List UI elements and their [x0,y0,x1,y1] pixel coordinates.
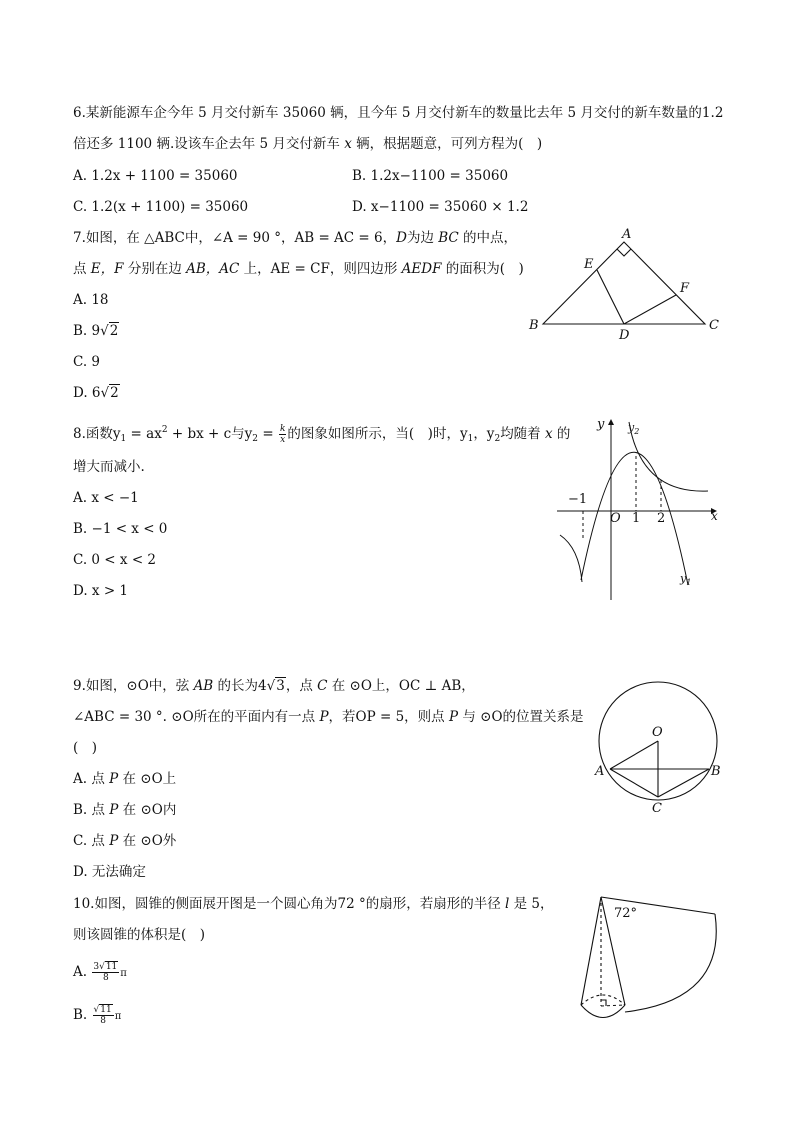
label-a: A [622,227,632,242]
q7-stem-line1: 7.如图，在 △ABC中，∠A = 90 °，AB = AC = 6，D为边 BC 的中点， [73,230,518,246]
q7-option-a: A. 18 [73,292,109,308]
q8-option-d: D. x > 1 [73,583,129,599]
q8-option-c: C. 0 < x < 2 [73,552,157,568]
q6-option-a: A. 1.2x + 1100 = 35060 [73,168,238,184]
cone-base-radius [601,1005,625,1006]
sector-arc [625,914,716,1012]
q9-stem-line3: ( ) [73,740,98,756]
label-c: C [709,318,719,333]
cone-base-front [581,1005,625,1018]
label-c: C [652,801,662,816]
q9-stem-line1: 9.如图，⊙O中，弦 AB 的长为4√3，点 C 在 ⊙O上，OC ⊥ AB， [73,678,475,694]
q8-option-b: B. −1 < x < 0 [73,521,168,537]
q10-stem-line2: 则该圆锥的体积是( ) [73,927,206,943]
q6-option-d: D. x−1100 = 35060 × 1.2 [352,199,529,215]
label-b: B [711,764,721,779]
label-y-axis: y [597,417,605,432]
q8-option-a: A. x < −1 [73,490,139,506]
cone-side-left [581,897,601,1005]
q6-stem-line1: 6.某新能源车企今年 5 月交付新车 35060 辆，且今年 5 月交付新车的数量比去年 5 月交付的新车数量的1.2 [73,105,724,121]
q7-option-b: B. 9√2 [73,323,119,339]
label-f: F [680,281,690,296]
label-b: B [529,318,539,333]
label-neg1: −1 [568,492,588,507]
q9-stem-line2: ∠ABC = 30 °. ⊙O所在的平面内有一点 P，若OP = 5，则点 P 与 ⊙O的位置关系是 [73,709,584,725]
q6-number: 6. [73,105,86,121]
q6-option-b: B. 1.2x−1100 = 35060 [352,168,509,184]
label-x-axis: x [711,509,718,523]
q7-stem-line2: 点 E，F 分别在边 AB，AC 上，AE = CF，则四边形 AEDF 的面积为( ) [73,261,524,277]
q10-stem-line1: 10.如图，圆锥的侧面展开图是一个圆心角为72 °的扇形，若扇形的半径 l 是 5， [73,896,554,912]
q7-option-d: D. 6√2 [73,385,119,401]
q9-option-b: B. 点 P 在 ⊙O内 [73,802,177,818]
q10-option-a: A. $\frac{3√11}{8}$ π [73,962,127,983]
label-y2: $y_2$ [628,421,640,436]
label-72: 72° [614,906,638,921]
label-y1: $y_1$ [680,572,692,587]
q8-stem-line2: 增大而减小. [73,459,145,475]
q8-stem-line1: 8.函数$y_1 = ax^2$ + bx + c与$y_2$ = $\frac{k}{x}$ 的图象如图所示，当( )时，$y_1$，$y_2$均随着 x 的 [73,424,571,445]
label-a: A [595,764,605,779]
q6-option-c: C. 1.2(x + 1100) = 35060 [73,199,249,215]
label-d: D [619,328,630,343]
q6-stem-line2: 倍还多 1100 辆.设该车企去年 5 月交付新车 x 辆，根据题意，可列方程为( ) [73,136,543,152]
label-e: E [584,257,594,272]
label-one: 1 [632,511,641,526]
q10-option-b: B. $\frac{√11}{8}$ π [73,1005,122,1026]
label-origin: O [610,511,621,526]
q7-option-c: C. 9 [73,354,101,370]
cone-right-angle [601,1000,606,1006]
k-over-x: $\frac{k}{x}$ [279,424,286,445]
q9-option-d: D. 无法确定 [73,864,146,880]
q9-option-a: A. 点 P 在 ⊙O上 [73,771,177,787]
label-o: O [652,725,663,740]
q9-option-c: C. 点 P 在 ⊙O外 [73,833,177,849]
label-two: 2 [657,511,666,526]
